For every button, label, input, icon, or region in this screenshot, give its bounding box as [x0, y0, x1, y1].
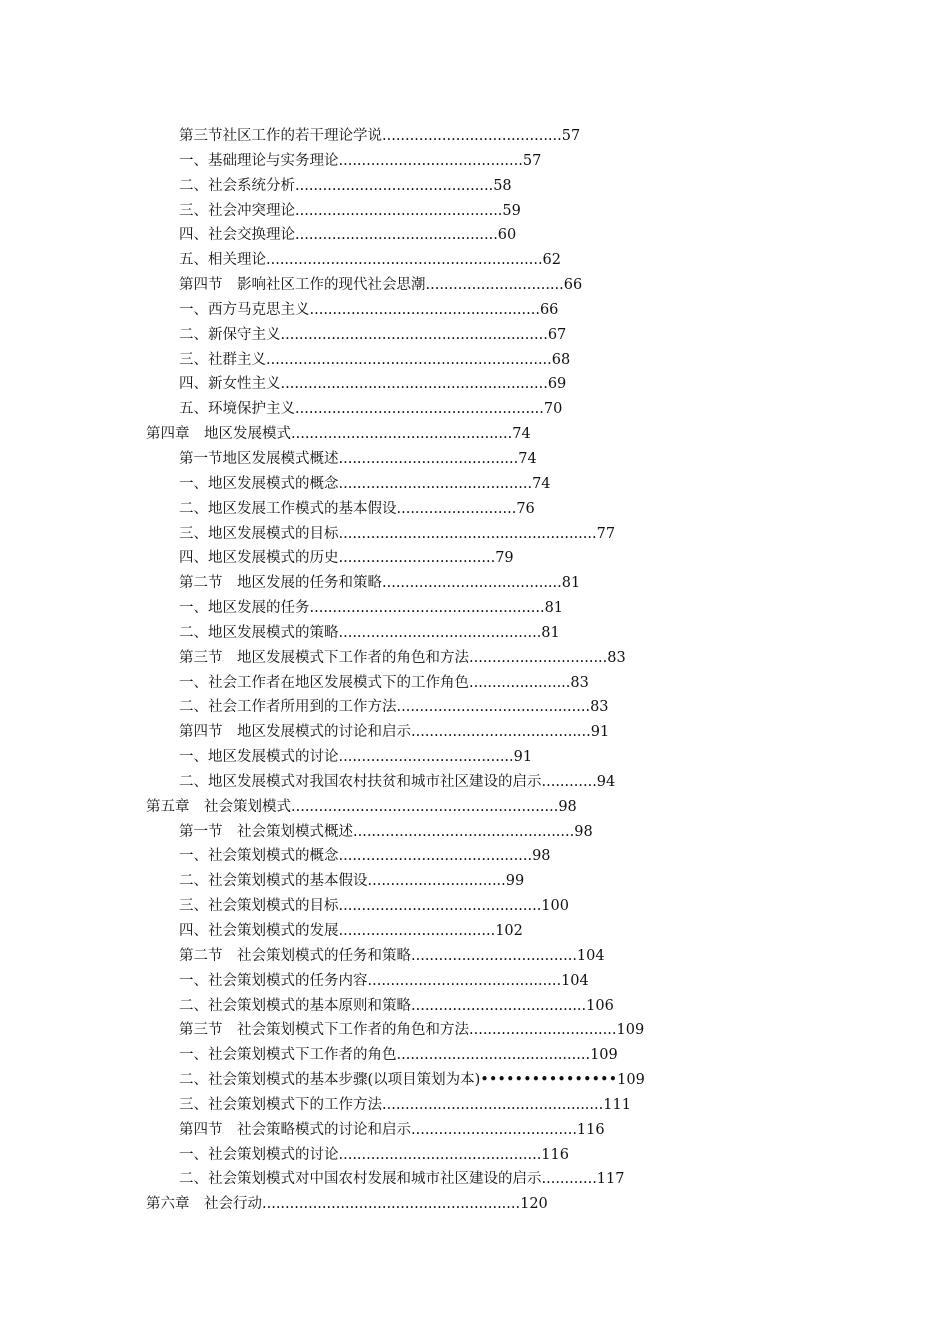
toc-entry-text: 第四章 地区发展模式................................................74 [146, 426, 531, 443]
toc-subsection-entry [0, 1143, 950, 1168]
toc-subsection-entry [0, 546, 950, 571]
toc-entry-text: 三、社群主义..............................................................68 [179, 351, 571, 368]
toc-entry-text: 第三节社区工作的若干理论学说.......................................57 [179, 128, 581, 144]
toc-subsection-entry [0, 149, 950, 174]
toc-entry-text: 第二节 地区发展的任务和策略.......................................81 [179, 575, 581, 592]
toc-entry-text: 一、社会策划模式下工作者的角色..........................................109 [179, 1047, 618, 1064]
toc-entry-text: 第二节 社会策划模式的任务和策略....................................104 [179, 947, 605, 964]
toc-entry-text: 五、相关理论............................................................62 [179, 252, 561, 269]
toc-entry-text: 二、社会策划模式的基本假设..............................99 [179, 873, 525, 890]
toc-entry-text: 二、社会策划模式的基本步骤(以项目策划为本)••••••••••••••••109 [179, 1072, 645, 1089]
toc-entry-text: 三、社会冲突理论.............................................59 [179, 202, 521, 219]
toc-subsection-entry [0, 497, 950, 522]
toc-subsection-entry [0, 199, 950, 224]
toc-entry-text: 一、基础理论与实务理论........................................57 [179, 152, 542, 169]
toc-subsection-entry [0, 745, 950, 770]
toc-entry-text: 五、环境保护主义......................................................70 [179, 401, 563, 418]
toc-subsection-entry [0, 844, 950, 869]
toc-entry-text: 第五章 社会策划模式..........................................................98 [146, 798, 577, 815]
toc-subsection-entry [0, 671, 950, 696]
toc-entry-text: 第六章 社会行动........................................................120 [146, 1196, 548, 1213]
toc-entry-text: 一、地区发展模式的概念..........................................74 [179, 475, 551, 492]
toc-entry-text: 一、社会工作者在地区发展模式下的工作角色......................83 [179, 674, 589, 691]
toc-entry-text: 三、社会策划模式下的工作方法................................................111 [179, 1096, 631, 1113]
toc-subsection-entry [0, 397, 950, 422]
toc-entry-text: 一、地区发展模式的讨论......................................91 [179, 749, 533, 766]
toc-entry-text: 一、社会策划模式的讨论............................................116 [179, 1146, 569, 1163]
toc-entry-text: 第三节 社会策划模式下工作者的角色和方法................................109 [179, 1022, 645, 1039]
toc-entry-text: 二、社会系统分析...........................................58 [179, 177, 512, 194]
toc-entry-text: 二、新保守主义..........................................................67 [179, 326, 567, 343]
toc-entry-text: 二、地区发展工作模式的基本假设..........................76 [179, 500, 535, 517]
toc-section-entry [0, 1118, 950, 1143]
toc-subsection-entry [0, 596, 950, 621]
toc-entry-text: 第一节 社会策划模式概述................................................98 [179, 823, 593, 840]
table-of-contents [0, 124, 950, 1217]
toc-entry-text: 一、地区发展的任务...................................................81 [179, 600, 564, 617]
toc-entry-text: 四、新女性主义..........................................................69 [179, 376, 567, 393]
toc-entry-text: 四、地区发展模式的历史..................................79 [179, 550, 514, 567]
toc-subsection-entry [0, 323, 950, 348]
toc-subsection-entry [0, 1093, 950, 1118]
toc-section-entry [0, 646, 950, 671]
toc-section-entry [0, 571, 950, 596]
toc-entry-text: 第四节 地区发展模式的讨论和启示.......................................91 [179, 724, 610, 741]
toc-subsection-entry [0, 869, 950, 894]
toc-entry-text: 三、社会策划模式的目标............................................100 [179, 898, 569, 915]
toc-entry-text: 三、地区发展模式的目标........................................................77 [179, 525, 616, 542]
toc-entry-text: 第四节 社会策略模式的讨论和启示....................................116 [179, 1121, 605, 1138]
toc-entry-text: 四、社会交换理论............................................60 [179, 227, 517, 244]
toc-entry-text: 一、社会策划模式的任务内容..........................................104 [179, 972, 589, 989]
toc-subsection-entry [0, 223, 950, 248]
toc-subsection-entry [0, 894, 950, 919]
toc-entry-text: 二、社会策划模式的基本原则和策略......................................106 [179, 997, 614, 1014]
toc-section-entry [0, 1018, 950, 1043]
toc-section-entry [0, 720, 950, 745]
toc-section-entry [0, 447, 950, 472]
toc-entry-text: 第四节 影响社区工作的现代社会思潮..............................66 [179, 277, 583, 294]
toc-section-entry [0, 124, 950, 149]
toc-subsection-entry [0, 919, 950, 944]
toc-subsection-entry [0, 348, 950, 373]
toc-subsection-entry [0, 1068, 950, 1093]
toc-subsection-entry [0, 174, 950, 199]
toc-section-entry [0, 820, 950, 845]
toc-entry-text: 二、地区发展模式对我国农村扶贫和城市社区建设的启示............94 [179, 773, 616, 790]
toc-chapter-entry [0, 1192, 950, 1217]
toc-subsection-entry [0, 248, 950, 273]
toc-subsection-entry [0, 695, 950, 720]
toc-subsection-entry [0, 770, 950, 795]
toc-subsection-entry [0, 1043, 950, 1068]
toc-entry-text: 第三节 地区发展模式下工作者的角色和方法..............................83 [179, 649, 626, 666]
toc-entry-text: 一、西方马克思主义..................................................66 [179, 301, 559, 318]
toc-subsection-entry [0, 522, 950, 547]
toc-chapter-entry [0, 422, 950, 447]
toc-entry-text: 四、社会策划模式的发展..................................102 [179, 923, 523, 939]
toc-entry-text: 二、社会工作者所用到的工作方法..........................................83 [179, 699, 609, 716]
toc-entry-text: 第一节地区发展模式概述.......................................74 [179, 450, 537, 467]
toc-entry-text: 二、地区发展模式的策略............................................81 [179, 624, 560, 641]
toc-entry-text: 一、社会策划模式的概念..........................................98 [179, 848, 551, 865]
toc-chapter-entry [0, 795, 950, 820]
toc-subsection-entry [0, 969, 950, 994]
toc-subsection-entry [0, 1167, 950, 1192]
toc-subsection-entry [0, 298, 950, 323]
toc-subsection-entry [0, 994, 950, 1019]
toc-section-entry [0, 273, 950, 298]
toc-subsection-entry [0, 372, 950, 397]
toc-entry-text: 二、社会策划模式对中国农村发展和城市社区建设的启示............117 [179, 1171, 625, 1188]
toc-section-entry [0, 944, 950, 969]
toc-subsection-entry [0, 472, 950, 497]
toc-subsection-entry [0, 621, 950, 646]
